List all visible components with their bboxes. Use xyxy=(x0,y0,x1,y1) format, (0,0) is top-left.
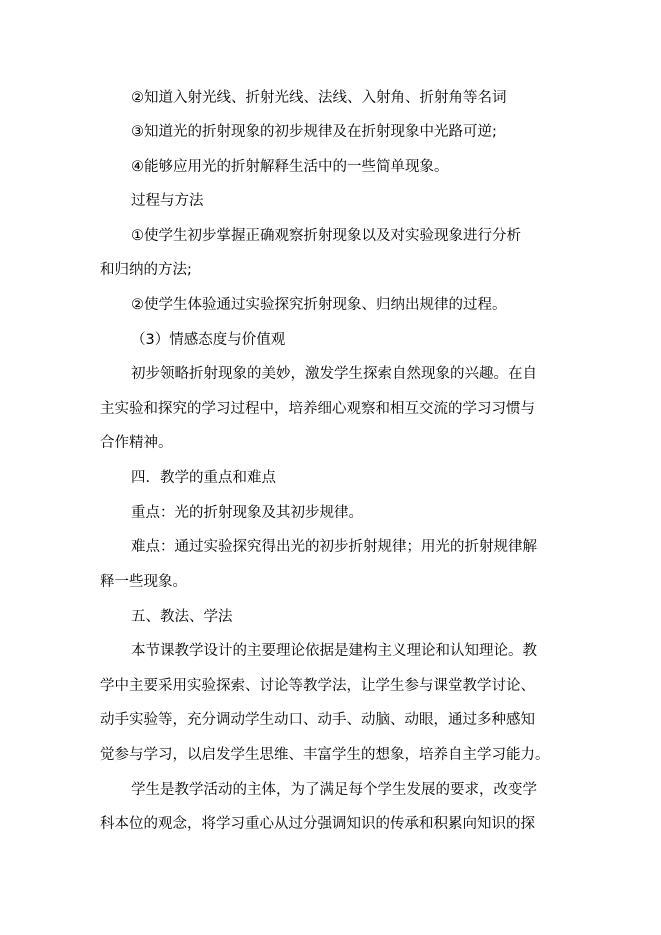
text-line: 初步领略折射现象的美妙，激发学生探索自然现象的兴趣。在自 xyxy=(131,366,537,382)
text-line: 科本位的观念，将学习重心从过分强调知识的传承和积累向知识的探 xyxy=(100,816,535,832)
text-line: 本节课教学设计的主要理论依据是建构主义理论和认知理论。教 xyxy=(131,643,537,659)
text-line: ②知道入射光线、折射光线、法线、入射角、折射角等名词 xyxy=(131,90,507,106)
section-heading: 过程与方法 xyxy=(131,193,204,209)
text-line: 学中主要采用实验探索、讨论等教学法，让学生参与课堂教学讨论、 xyxy=(100,678,535,694)
section-heading: 五、教法、学法 xyxy=(131,609,233,625)
text-line: ②使学生体验通过实验探究折射现象、归纳出规律的过程。 xyxy=(131,297,507,313)
text-line: 重点：光的折射现象及其初步规律。 xyxy=(131,505,363,521)
text-line: 觉参与学习，以启发学生思维、丰富学生的想象，培养自主学习能力。 xyxy=(100,747,550,763)
text-line: 合作精神。 xyxy=(100,435,173,451)
text-line: 主实验和探究的学习过程中，培养细心观察和相互交流的学习习惯与 xyxy=(100,401,535,417)
text-line: 和归纳的方法; xyxy=(100,262,192,278)
section-heading: 四．教学的重点和难点 xyxy=(131,470,276,486)
text-line: 释一些现象。 xyxy=(100,574,187,590)
text-line: 动手实验等，充分调动学生动口、动手、动脑、动眼，通过多种感知 xyxy=(100,712,535,728)
text-line: ①使学生初步掌握正确观察折射现象以及对实验现象进行分析 xyxy=(131,228,521,244)
text-line: ③知道光的折射现象的初步规律及在折射现象中光路可逆; xyxy=(131,124,497,140)
section-heading: （3）情感态度与价值观 xyxy=(131,332,286,348)
text-line: 难点：通过实验探究得出光的初步折射规律；用光的折射规律解 xyxy=(131,539,537,555)
text-line: 学生是教学活动的主体，为了满足每个学生发展的要求，改变学 xyxy=(131,782,537,798)
text-line: ④能够应用光的折射解释生活中的一些简单现象。 xyxy=(131,159,449,175)
